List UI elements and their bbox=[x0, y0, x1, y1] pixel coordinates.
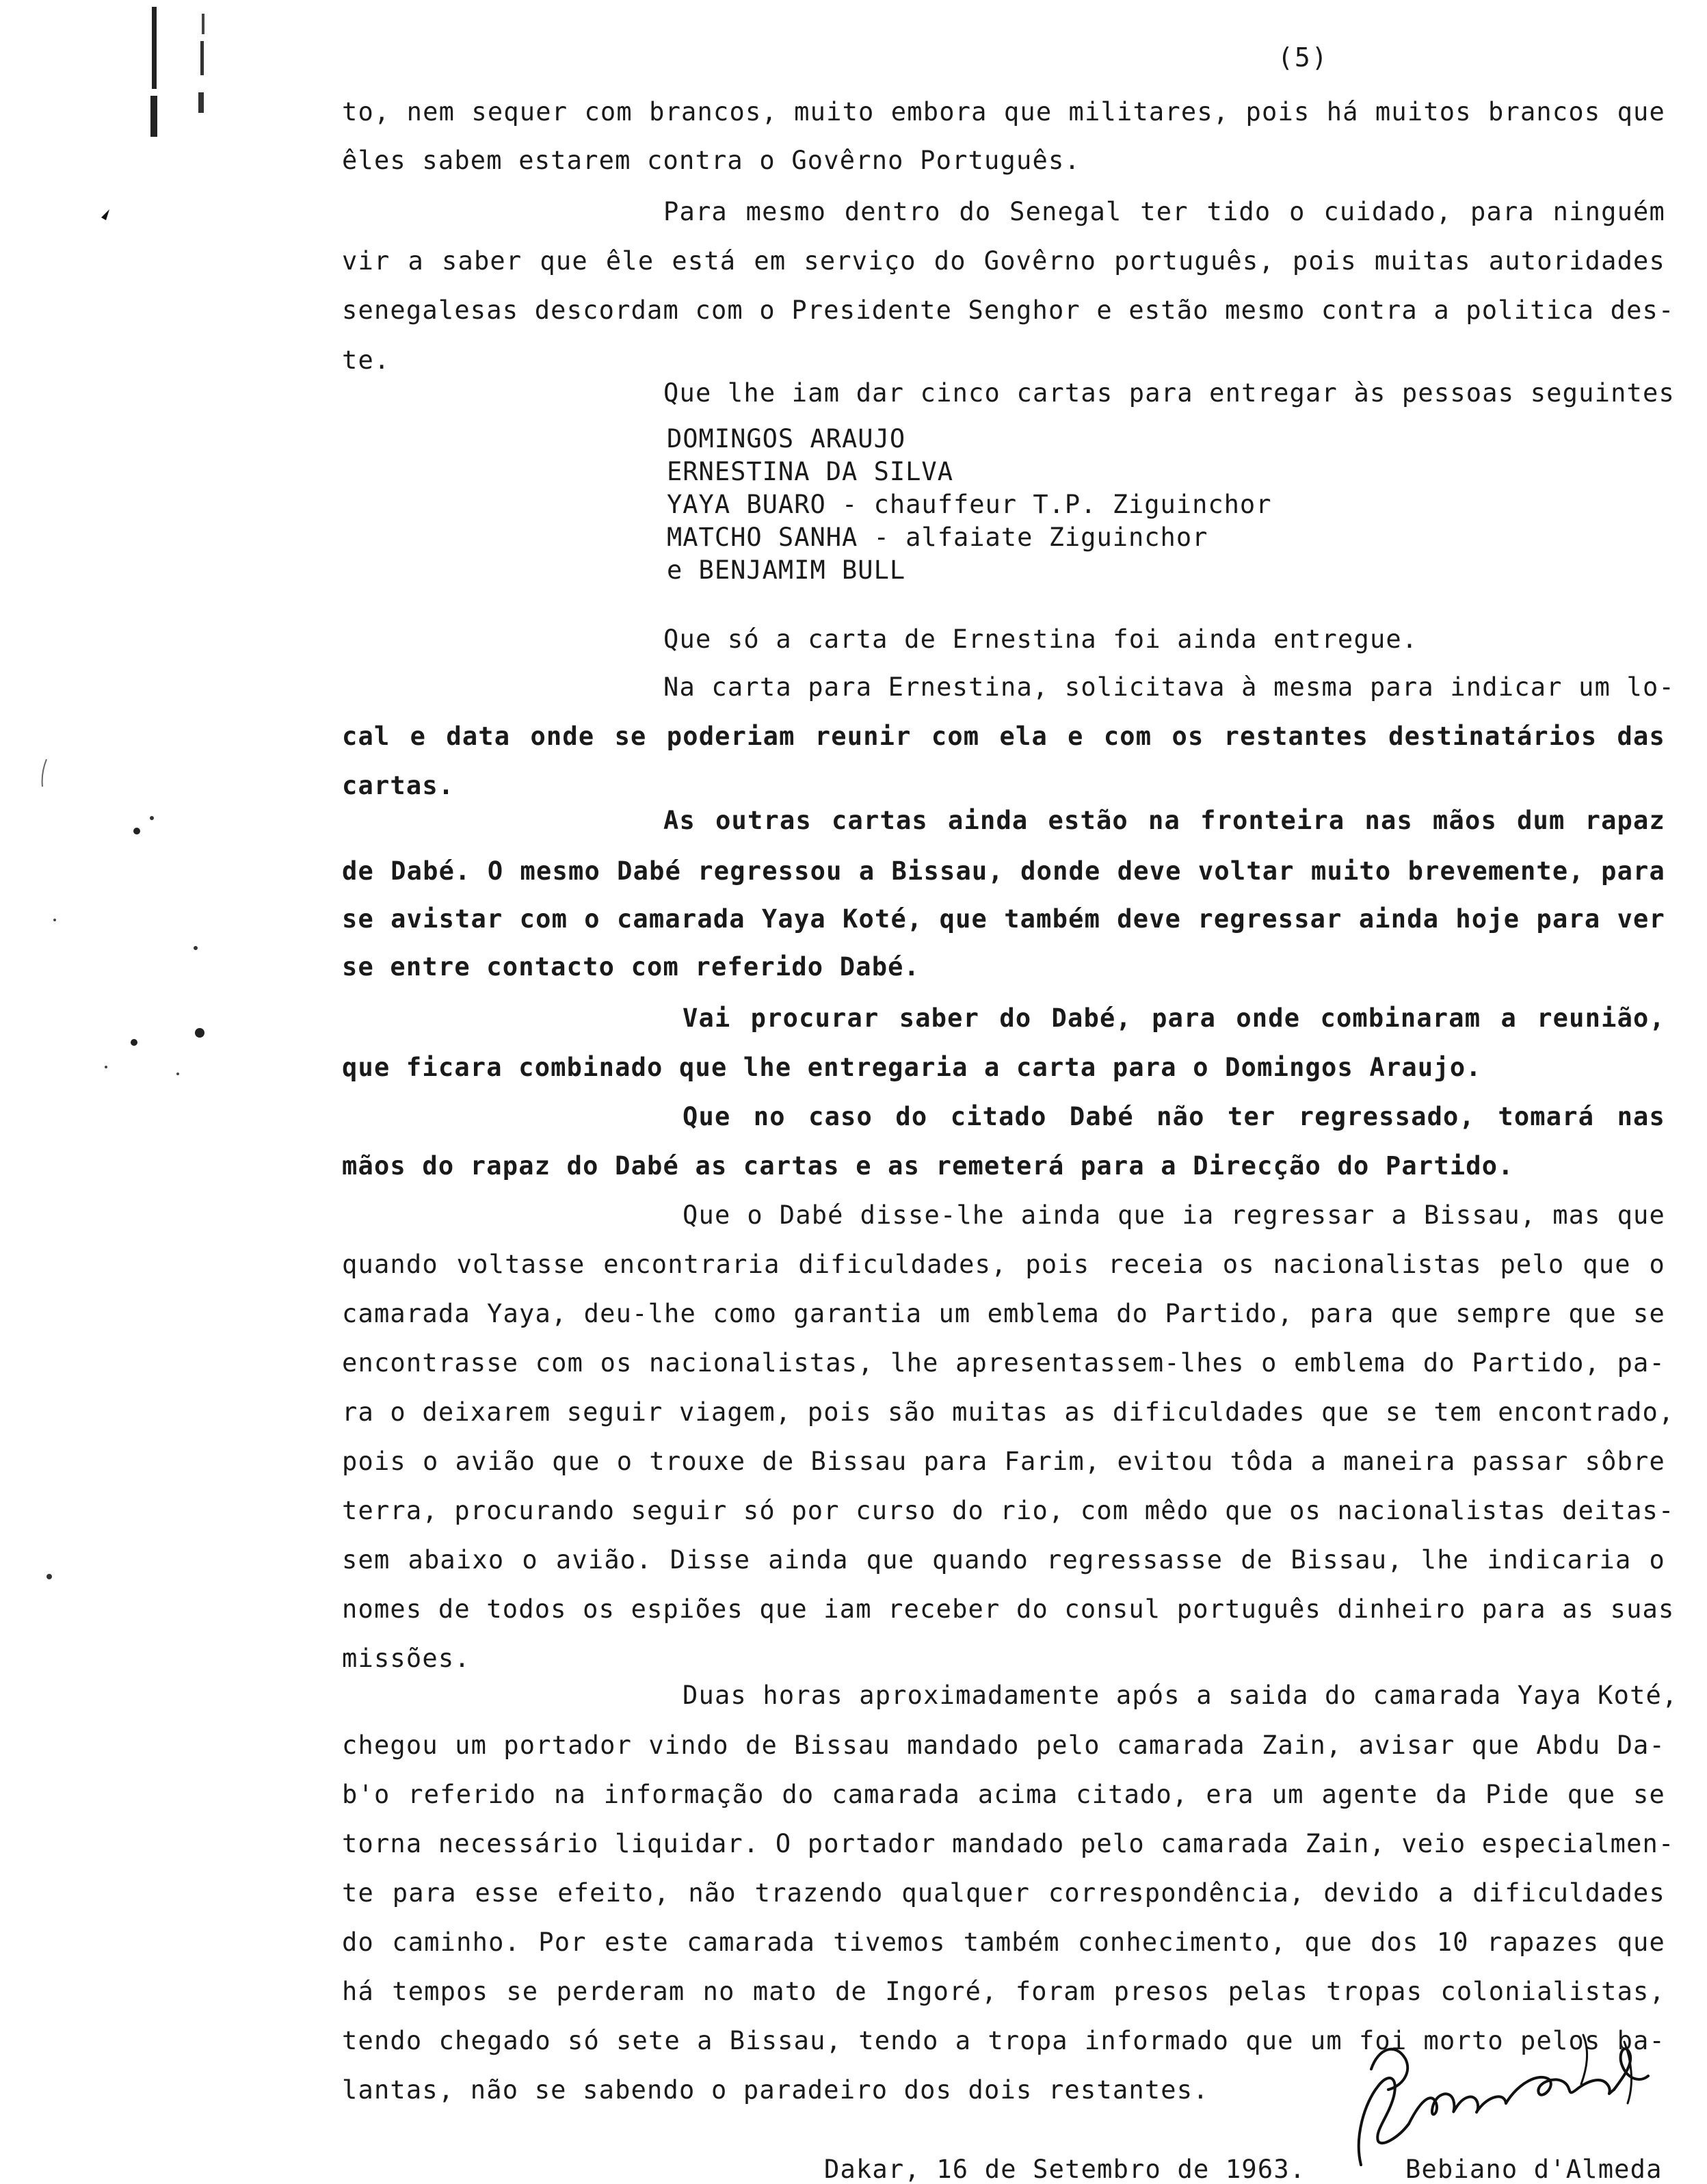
text-line: cartas. bbox=[342, 771, 455, 800]
text-line: camarada Yaya, deu-lhe como garantia um emblema do Partido, para que sempre que se bbox=[342, 1299, 1665, 1328]
text-line: do caminho. Por este camarada tivemos também conhecimento, que dos 10 rapazes que bbox=[342, 1928, 1665, 1957]
text-line: nomes de todos os espiões que iam receber do consul português dinheiro para as suas bbox=[342, 1594, 1675, 1624]
text-line: se avistar com o camarada Yaya Koté, que também deve regressar ainda hoje para ver bbox=[342, 904, 1665, 934]
text-line: Que o Dabé disse-lhe ainda que ia regressar a Bissau, mas que bbox=[683, 1200, 1665, 1230]
text-line: lantas, não se sabendo o paradeiro dos dois restantes. bbox=[342, 2075, 1209, 2105]
text-line: As outras cartas ainda estão na fronteira nas mãos dum rapaz bbox=[663, 806, 1665, 835]
text-line: b'o referido na informação do camarada acima citado, era um agente da Pide que se bbox=[342, 1780, 1665, 1809]
place-date: Dakar, 16 de Setembro de 1963. bbox=[824, 2155, 1306, 2184]
text-line: senegalesas descordam com o Presidente Senghor e estão mesmo contra a politica des- bbox=[342, 295, 1675, 325]
text-line: de Dabé. O mesmo Dabé regressou a Bissau, donde deve voltar muito brevemente, para bbox=[342, 856, 1665, 886]
text-line: torna necessário liquidar. O portador mandado pelo camarada Zain, veio especialmen- bbox=[342, 1829, 1675, 1858]
text-line: mãos do rapaz do Dabé as cartas e as remeterá para a Direcção do Partido. bbox=[342, 1151, 1514, 1181]
handwritten-signature bbox=[1313, 2021, 1655, 2175]
text-line: to, nem sequer com brancos, muito embora que militares, pois há muitos brancos que bbox=[342, 97, 1665, 127]
text-line: Duas horas aproximadamente após a saida do camarada Yaya Koté, bbox=[683, 1681, 1678, 1710]
recipient-name: MATCHO SANHA - alfaiate Ziguinchor bbox=[667, 523, 1208, 552]
text-line: sem abaixo o avião. Disse ainda que quando regressasse de Bissau, lhe indicaria o bbox=[342, 1545, 1665, 1575]
text-line: tendo chegado só sete a Bissau, tendo a tropa informado que um foi morto pelos ba- bbox=[342, 2026, 1665, 2055]
text-line: vir a saber que êle está em serviço do Govêrno português, pois muitas autoridades bbox=[342, 246, 1665, 276]
text-line: cal e data onde se poderiam reunir com ela e com os restantes destinatários das bbox=[342, 722, 1665, 751]
text-line: há tempos se perderam no mato de Ingoré, foram presos pelas tropas colonialistas, bbox=[342, 1977, 1665, 2006]
recipient-name: ERNESTINA DA SILVA bbox=[667, 457, 953, 486]
text-line: terra, procurando seguir só por curso do rio, com mêdo que os nacionalistas deitas- bbox=[342, 1496, 1675, 1525]
text-line: te. bbox=[342, 345, 391, 375]
text-line: Vai procurar saber do Dabé, para onde combinaram a reunião, bbox=[683, 1003, 1665, 1033]
page-number: (5) bbox=[1278, 42, 1329, 73]
text-line: chegou um portador vindo de Bissau mandado pelo camarada Zain, avisar que Abdu Da- bbox=[342, 1731, 1665, 1760]
text-line: Que no caso do citado Dabé não ter regressado, tomará nas bbox=[683, 1102, 1665, 1131]
text-line: Que lhe iam dar cinco cartas para entregar às pessoas seguintes bbox=[663, 378, 1675, 408]
recipient-name: YAYA BUARO - chauffeur T.P. Ziguinchor bbox=[667, 490, 1272, 519]
text-line: missões. bbox=[342, 1644, 471, 1673]
signer-name: Bebiano d'Almeda bbox=[1405, 2155, 1663, 2184]
text-line: se entre contacto com referido Dabé. bbox=[342, 952, 921, 982]
text-line: te para esse efeito, não trazendo qualquer correspondência, devido a dificuldades bbox=[342, 1878, 1665, 1908]
text-line: êles sabem estarem contra o Govêrno Português. bbox=[342, 146, 1081, 175]
recipient-name: e BENJAMIM BULL bbox=[667, 555, 906, 585]
text-line: quando voltasse encontraria dificuldades, pois receia os nacionalistas pelo que o bbox=[342, 1250, 1665, 1279]
margin-scan-marks bbox=[0, 0, 233, 2175]
text-line: Que só a carta de Ernestina foi ainda entregue. bbox=[663, 624, 1418, 654]
text-line: encontrasse com os nacionalistas, lhe apresentassem-lhes o emblema do Partido, pa- bbox=[342, 1348, 1665, 1378]
text-line: Para mesmo dentro do Senegal ter tido o cuidado, para ninguém bbox=[663, 197, 1665, 226]
text-line: que ficara combinado que lhe entregaria a carta para o Domingos Araujo. bbox=[342, 1053, 1482, 1082]
text-line: pois o avião que o trouxe de Bissau para Farim, evitou tôda a maneira passar sôbre bbox=[342, 1447, 1665, 1476]
text-line: ra o deixarem seguir viagem, pois são muitas as dificuldades que se tem encontrado, bbox=[342, 1397, 1675, 1427]
recipient-name: DOMINGOS ARAUJO bbox=[667, 424, 906, 453]
text-line: Na carta para Ernestina, solicitava à mesma para indicar um lo- bbox=[663, 672, 1675, 702]
